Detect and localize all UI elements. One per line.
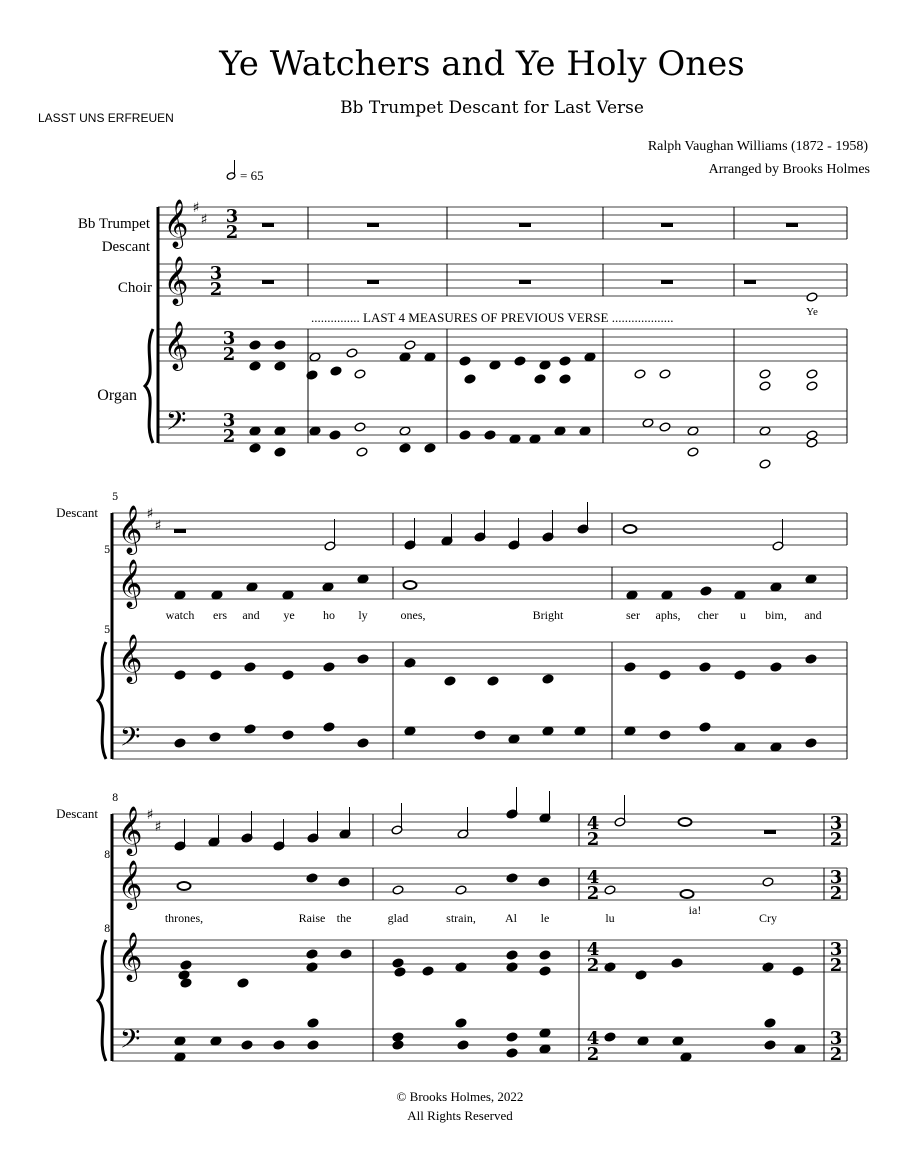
half-note	[642, 418, 654, 428]
quarter-note	[180, 978, 192, 988]
label-descant-system3: Descant	[56, 806, 98, 821]
quarter-note	[538, 877, 550, 887]
lyric: ser	[626, 608, 640, 622]
half-note	[455, 885, 467, 895]
quarter-note	[329, 430, 341, 440]
whole-note	[681, 890, 694, 898]
quarter-note	[539, 966, 551, 976]
time-signature: 2	[586, 1044, 600, 1065]
quarter-note	[392, 1040, 404, 1050]
time-signature: 2	[829, 883, 843, 904]
lyric: Bright	[532, 608, 564, 622]
quarter-note	[249, 443, 261, 453]
quarter-note	[424, 352, 436, 362]
lyric-pickup: Ye	[806, 306, 818, 318]
lyric: u	[740, 608, 746, 622]
quarter-note	[249, 426, 261, 436]
quarter-note	[514, 356, 526, 366]
treble-clef: 𝄞	[117, 504, 143, 553]
quarter-note	[357, 738, 369, 748]
rest	[519, 280, 531, 284]
quarter-note	[624, 662, 636, 672]
quarter-note	[671, 958, 683, 968]
quarter-note	[309, 426, 321, 436]
half-note	[687, 426, 699, 436]
quarter-note	[559, 374, 571, 384]
half-note	[659, 369, 671, 379]
quarter-note	[459, 356, 471, 366]
quarter-note	[174, 670, 186, 680]
time-signature: 3	[225, 206, 239, 227]
quarter-note	[604, 1032, 616, 1042]
rest	[764, 830, 776, 834]
quarter-note	[659, 730, 671, 740]
quarter-note	[542, 674, 554, 684]
rest	[661, 280, 673, 284]
whole-note	[624, 525, 637, 533]
time-signature: 4	[586, 867, 600, 888]
quarter-note	[559, 356, 571, 366]
quarter-note	[394, 967, 406, 977]
time-signature: 2	[586, 829, 600, 850]
quarter-note	[539, 950, 551, 960]
rest	[262, 280, 274, 284]
time-signature: 3	[222, 328, 236, 349]
quarter-note	[282, 670, 294, 680]
quarter-note	[506, 950, 518, 960]
key-signature-sharp: ♯	[146, 506, 154, 522]
time-signature: 2	[829, 1044, 843, 1065]
quarter-note	[699, 662, 711, 672]
quarter-note	[457, 1040, 469, 1050]
lyric: Cry	[759, 911, 777, 925]
quarter-note	[273, 1040, 285, 1050]
half-note	[806, 430, 818, 440]
time-signature: 3	[829, 939, 843, 960]
quarter-note	[274, 447, 286, 457]
quarter-note	[392, 958, 404, 968]
rights-text: All Rights Reserved	[407, 1108, 513, 1123]
quarter-note	[574, 726, 586, 736]
lyric: lu	[605, 911, 615, 925]
lyric: ho	[323, 608, 335, 622]
half-note	[659, 422, 671, 432]
quarter-note	[211, 590, 223, 600]
quarter-note	[680, 1052, 692, 1062]
piece-subtitle: Bb Trumpet Descant for Last Verse	[340, 98, 644, 118]
quarter-note	[399, 443, 411, 453]
quarter-note	[174, 1036, 186, 1046]
arranger-credit: Arranged by Brooks Holmes	[708, 162, 870, 177]
quarter-note	[399, 352, 411, 362]
time-signature: 3	[829, 813, 843, 834]
time-signature: 2	[829, 955, 843, 976]
half-note	[634, 369, 646, 379]
grand-staff-brace	[98, 642, 106, 759]
lyric: glad	[387, 911, 409, 925]
half-note	[604, 885, 616, 895]
quarter-note	[464, 374, 476, 384]
quarter-note	[762, 962, 774, 972]
quarter-note	[734, 590, 746, 600]
rest	[744, 280, 756, 284]
quarter-note	[770, 742, 782, 752]
lyric: le	[540, 911, 550, 925]
quarter-note	[529, 434, 541, 444]
treble-clef: 𝄞	[117, 633, 143, 682]
treble-clef: 𝄞	[117, 805, 143, 854]
lyric: ly	[358, 608, 368, 622]
measure-number: 5	[112, 492, 119, 503]
time-signature: 2	[222, 344, 236, 365]
quarter-note	[734, 670, 746, 680]
quarter-note	[455, 962, 467, 972]
quarter-note	[626, 590, 638, 600]
bass-clef: 𝄢	[119, 1023, 141, 1061]
music-notation	[98, 198, 847, 1065]
time-signature: 2	[829, 829, 843, 850]
quarter-note	[307, 1040, 319, 1050]
piece-title: Ye Watchers and Ye Holy Ones	[219, 44, 745, 84]
time-signature: 2	[222, 426, 236, 447]
quarter-note	[579, 426, 591, 436]
quarter-note	[604, 962, 616, 972]
grand-staff-brace	[145, 329, 153, 443]
half-note	[346, 348, 358, 358]
half-note	[806, 292, 818, 302]
quarter-note	[764, 1040, 776, 1050]
quarter-note	[635, 970, 647, 980]
quarter-note	[209, 732, 221, 742]
quarter-note	[306, 962, 318, 972]
quarter-note	[506, 1048, 518, 1058]
half-note	[687, 447, 699, 457]
rest	[661, 223, 673, 227]
half-note	[759, 381, 771, 391]
quarter-note	[340, 949, 352, 959]
quarter-note	[792, 966, 804, 976]
quarter-note	[404, 658, 416, 668]
treble-clef: 𝄞	[163, 198, 189, 247]
quarter-note	[306, 873, 318, 883]
half-note	[759, 426, 771, 436]
time-signature: 4	[586, 939, 600, 960]
time-signature: 3	[209, 263, 223, 284]
rest	[174, 529, 186, 533]
half-note	[354, 422, 366, 432]
whole-note	[404, 581, 417, 589]
key-signature-sharp: ♯	[192, 200, 200, 216]
lyrics-system2	[166, 608, 822, 622]
quarter-note	[584, 352, 596, 362]
quarter-note	[424, 443, 436, 453]
quarter-note	[539, 1044, 551, 1054]
half-note	[806, 381, 818, 391]
bass-clef: 𝄢	[165, 405, 187, 443]
quarter-note	[506, 962, 518, 972]
quarter-note	[241, 1040, 253, 1050]
half-note	[762, 877, 774, 887]
label-choir: Choir	[117, 280, 152, 296]
half-note	[399, 426, 411, 436]
measure-number: 8	[104, 924, 111, 935]
time-signature: 2	[209, 279, 223, 300]
quarter-note	[506, 873, 518, 883]
quarter-note	[322, 582, 334, 592]
tempo-marking	[226, 160, 263, 183]
treble-clef: 𝄞	[163, 320, 189, 369]
quarter-note	[444, 676, 456, 686]
quarter-note	[637, 1036, 649, 1046]
lyric: ia!	[688, 903, 702, 917]
quarter-note	[210, 1036, 222, 1046]
quarter-note	[307, 1018, 319, 1028]
quarter-note	[794, 1044, 806, 1054]
grand-staff-brace	[98, 940, 106, 1061]
quarter-note	[459, 430, 471, 440]
lyric: ones,	[400, 608, 426, 622]
label-organ: Organ	[97, 387, 137, 404]
quarter-note	[764, 1018, 776, 1028]
half-note	[356, 447, 368, 457]
quarter-note	[672, 1036, 684, 1046]
treble-clef: 𝄞	[117, 859, 143, 908]
quarter-note	[554, 426, 566, 436]
whole-note	[679, 818, 692, 826]
time-signature: 4	[586, 813, 600, 834]
copyright-text: © Brooks Holmes, 2022	[396, 1089, 524, 1104]
lyrics-system3	[165, 903, 777, 925]
quarter-note	[770, 662, 782, 672]
quarter-note	[210, 670, 222, 680]
time-signature: 4	[586, 1028, 600, 1049]
half-note	[759, 369, 771, 379]
label-descant-system2: Descant	[56, 505, 98, 520]
quarter-note	[455, 1018, 467, 1028]
time-signature: 3	[829, 867, 843, 888]
quarter-note	[174, 738, 186, 748]
quarter-note	[392, 1032, 404, 1042]
quarter-note	[282, 730, 294, 740]
quarter-note	[404, 726, 416, 736]
quarter-note	[699, 722, 711, 732]
lyric: cher	[697, 608, 719, 622]
treble-clef: 𝄞	[117, 931, 143, 980]
quarter-note	[474, 730, 486, 740]
lyric: watch	[165, 608, 195, 622]
quarter-note	[805, 654, 817, 664]
lyric: strain,	[446, 911, 476, 925]
quarter-note	[542, 726, 554, 736]
lyric: bim,	[765, 608, 787, 622]
half-note	[392, 885, 404, 895]
time-signature: 2	[225, 222, 239, 243]
label-bb-trumpet: Bb Trumpet	[77, 216, 150, 232]
half-note	[404, 340, 416, 350]
lyric: thrones,	[164, 911, 204, 925]
time-signature: 3	[222, 410, 236, 431]
measure-number: 8	[112, 793, 119, 804]
quarter-note	[487, 676, 499, 686]
quarter-note	[306, 949, 318, 959]
quarter-note	[700, 586, 712, 596]
measure-number: 5	[104, 625, 111, 636]
quarter-note	[484, 430, 496, 440]
svg-text:= 65: = 65	[240, 168, 264, 183]
quarter-note	[180, 960, 192, 970]
quarter-note	[174, 1052, 186, 1062]
rest	[367, 280, 379, 284]
quarter-note	[659, 670, 671, 680]
quarter-note	[274, 426, 286, 436]
quarter-note	[338, 877, 350, 887]
measure-number: 8	[104, 850, 111, 861]
lyric: ye	[283, 608, 295, 622]
lyric: and	[804, 608, 822, 622]
quarter-note	[506, 1032, 518, 1042]
key-signature-sharp: ♯	[154, 819, 162, 835]
quarter-note	[805, 738, 817, 748]
lyric: and	[242, 608, 260, 622]
quarter-note	[539, 360, 551, 370]
half-note	[309, 352, 321, 362]
quarter-note	[805, 574, 817, 584]
quarter-note	[178, 970, 190, 980]
quarter-note	[357, 574, 369, 584]
half-note	[806, 369, 818, 379]
quarter-note	[174, 590, 186, 600]
quarter-note	[282, 590, 294, 600]
quarter-note	[323, 662, 335, 672]
quarter-note	[330, 366, 342, 376]
lyric: ers	[213, 608, 227, 622]
quarter-note	[237, 978, 249, 988]
quarter-note	[734, 742, 746, 752]
lyric: aphs,	[655, 608, 681, 622]
bass-clef: 𝄢	[119, 721, 141, 759]
time-signature: 3	[829, 1028, 843, 1049]
quarter-note	[323, 722, 335, 732]
half-note	[354, 369, 366, 379]
half-note	[759, 459, 771, 469]
tune-name: LASST UNS ERFREUEN	[38, 111, 174, 125]
lyric: Al	[505, 911, 517, 925]
composer-credit: Ralph Vaughan Williams (1872 - 1958)	[647, 139, 868, 154]
rest	[519, 223, 531, 227]
quarter-note	[624, 726, 636, 736]
half-note	[806, 438, 818, 448]
treble-clef: 𝄞	[163, 255, 189, 304]
rest	[367, 223, 379, 227]
rest	[786, 223, 798, 227]
key-signature-sharp: ♯	[200, 212, 208, 228]
quarter-note	[422, 966, 434, 976]
key-signature-sharp: ♯	[154, 518, 162, 534]
previous-verse-note: ............... LAST 4 MEASURES OF PREVIOUS VERSE ...................	[311, 310, 674, 325]
lyric: Raise	[298, 911, 326, 925]
quarter-note	[489, 360, 501, 370]
time-signature: 2	[586, 955, 600, 976]
quarter-note	[249, 340, 261, 350]
treble-clef: 𝄞	[117, 558, 143, 607]
quarter-note	[508, 734, 520, 744]
quarter-note	[534, 374, 546, 384]
quarter-note	[274, 361, 286, 371]
key-signature-sharp: ♯	[146, 807, 154, 823]
quarter-note	[661, 590, 673, 600]
whole-note	[178, 882, 191, 890]
quarter-note	[246, 582, 258, 592]
quarter-note	[244, 724, 256, 734]
lyric: the	[336, 911, 352, 925]
quarter-note	[770, 582, 782, 592]
quarter-note	[539, 1028, 551, 1038]
quarter-note	[249, 361, 261, 371]
measure-number: 5	[104, 545, 111, 556]
quarter-note	[274, 340, 286, 350]
quarter-note	[357, 654, 369, 664]
quarter-note	[244, 662, 256, 672]
quarter-note	[509, 434, 521, 444]
time-signature: 2	[586, 883, 600, 904]
rest	[262, 223, 274, 227]
label-descant: Descant	[101, 239, 150, 255]
